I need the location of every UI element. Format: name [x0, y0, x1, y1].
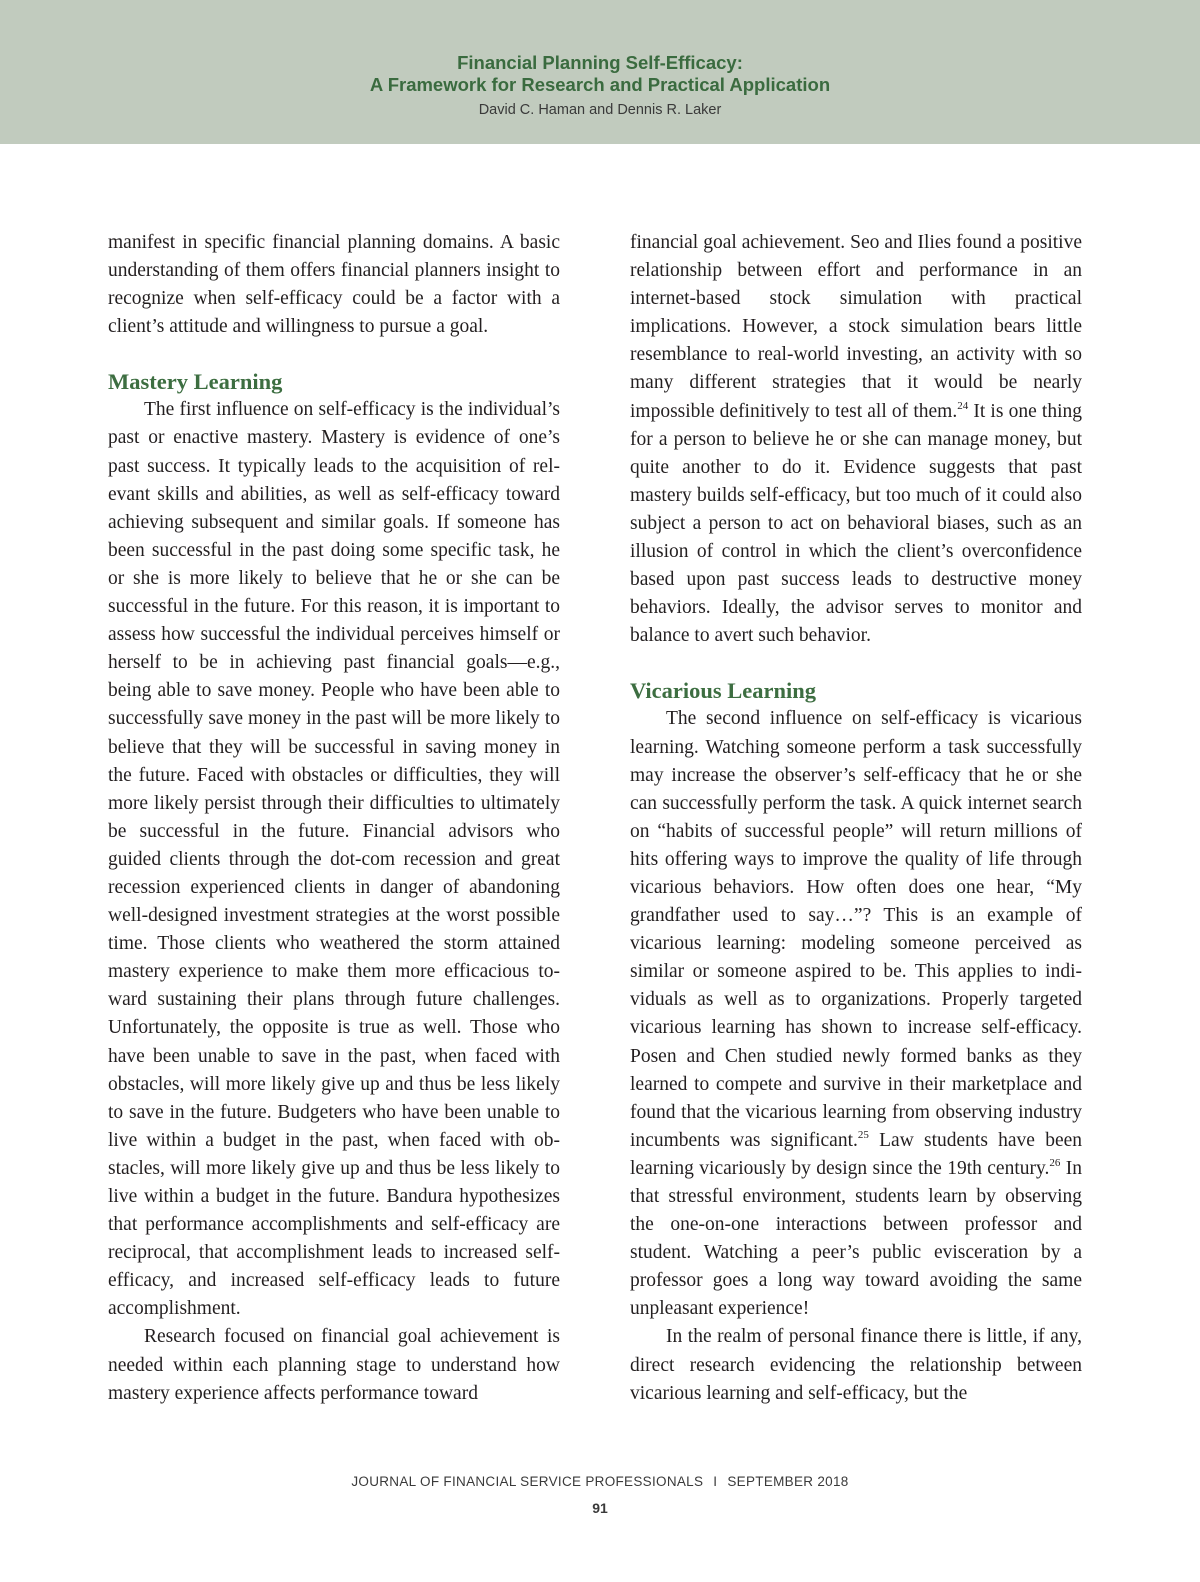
- paragraph-text: In that stressful environment, students learn by observing the one-on-one interactions between professor and student. Watching a peer’s public evisceration by a professor goes a long way toward avoiding the same unpleasant experience!: [630, 1157, 1082, 1320]
- article-authors: David C. Haman and Dennis R. Laker: [478, 102, 722, 118]
- page-number: 91: [592, 1500, 608, 1516]
- paragraph: In the realm of personal finance there is little, if any, direct research evidencing the relationship between vicarious learning and self-efficacy, but the: [630, 1326, 1082, 1404]
- paragraph: [630, 705, 1082, 1323]
- section-heading-vicarious-learning: Vicarious Learning: [630, 678, 817, 704]
- paragraph: manifest in specific financial planning domains. A basic understanding of them offers financial planners insight to recognize when self-efficacy could be a factor with a client’s attitude and willingness to pursue a goal.: [108, 232, 560, 338]
- section-heading-mastery-learning: Mastery Learning: [108, 369, 283, 395]
- paragraph-text: Law students have been learning vicariously by design since the 19th century.: [630, 1129, 1083, 1179]
- issue-date: SEPTEMBER 2018: [727, 1474, 849, 1489]
- header-banner: [0, 0, 1200, 144]
- footnote-ref-24: 24: [957, 399, 969, 412]
- footnote-ref-25: 25: [857, 1128, 869, 1141]
- article-title-line-1: Financial Planning Self-Efficacy:: [457, 52, 743, 73]
- paragraph-text: It is one thing for a person to believe he or she can manage money, but quite another to do it. Evidence suggests that past mastery builds self-efficacy, but too much of it could also subject a person to act on behavioral biases, such as an illusion of control in which the client’s overconfidence based upon past success leads to destructive money behaviors. Ideally, the advisor serves to monitor and balance to avert such behavior.: [630, 400, 1082, 647]
- paragraph: The first influence on self-efficacy is the individual’s past or enactive mastery. Mastery is evidence of one’s past success. It typically leads to the acquisition of relevant skills and abilities, as well as self-efficacy toward achieving subsequent and similar goals. If someone has been successful in the past doing some specific task, he or she is more likely to believe that he or she can be successful in the future. For this reason, it is important to assess how successful the individual perceives himself or herself to be in achieving past financial goals—e.g., being able to save money. People who have been able to successfully save money in the past will be more likely to believe that they will be successful in saving money in the future. Faced with obstacles or difficulties, they will more likely persist through their difficulties to ultimately be successful in the future. Financial advisors who guided clients through the dot-com recession and great recession experienced clients in danger of abandoning well-designed investment strategies at the worst possible time. Those clients who weathered the storm attained mastery experience to make them more efficacious toward sustaining their plans through future challenges. Unfortunately, the opposite is true as well. Those who have been unable to save in the past, when faced with obstacles, will more likely give up and thus be less likely to save in the future. Budgeters who have been unable to live within a budget in the past, when faced with obstacles, will more likely give up and thus be less likely to live within a budget in the future. Bandura hypothesizes that performance accomplishments and self-efficacy are reciprocal, that accomplishment leads to increased self-efficacy, and increased self-efficacy leads to future accomplishment.: [108, 399, 560, 1320]
- article-title-line-2: A Framework for Research and Practical Application: [369, 74, 831, 95]
- paragraph-text: financial goal achievement. Seo and Ilies found a positive relationship between effort and performance in an internet-based stock simulation with practical implications. However, a stock simulation bears little resemblance to real-world investing, an activity with so many different strategies that it would be nearly impossible definitively to test all of them.: [630, 232, 1082, 422]
- right-column: [630, 229, 1082, 1408]
- footer-separator: I: [713, 1474, 718, 1489]
- journal-footer: [0, 1474, 1200, 1489]
- paragraph: Research focused on financial goal achievement is needed within each planning stage to understand how mastery experience affects performance toward: [108, 1326, 560, 1404]
- journal-name: JOURNAL OF FINANCIAL SERVICE PROFESSIONALS: [351, 1474, 704, 1489]
- left-column: [108, 229, 560, 1408]
- paragraph: [630, 229, 1082, 650]
- paragraph-text: The second influence on self-efficacy is vicarious learning. Watching someone perform a task successfully may increase the observer’s self-efficacy that he or she can successfully perform the task. A quick internet search on “habits of successful people” will return millions of hits offering ways to improve the quality of life through vicarious behaviors. How often does one hear, “My grandfather used to say…”? This is an example of vicarious learning: modeling someone perceived as similar or someone aspired to be. This applies to individuals as well as to organizations. Properly targeted vicarious learning has shown to increase self-efficacy. Posen and Chen studied newly formed banks as they learned to compete and survive in their marketplace and found that the vicarious learning from observing industry incumbents was significant.: [630, 708, 1082, 1151]
- footnote-ref-26: 26: [1049, 1156, 1061, 1169]
